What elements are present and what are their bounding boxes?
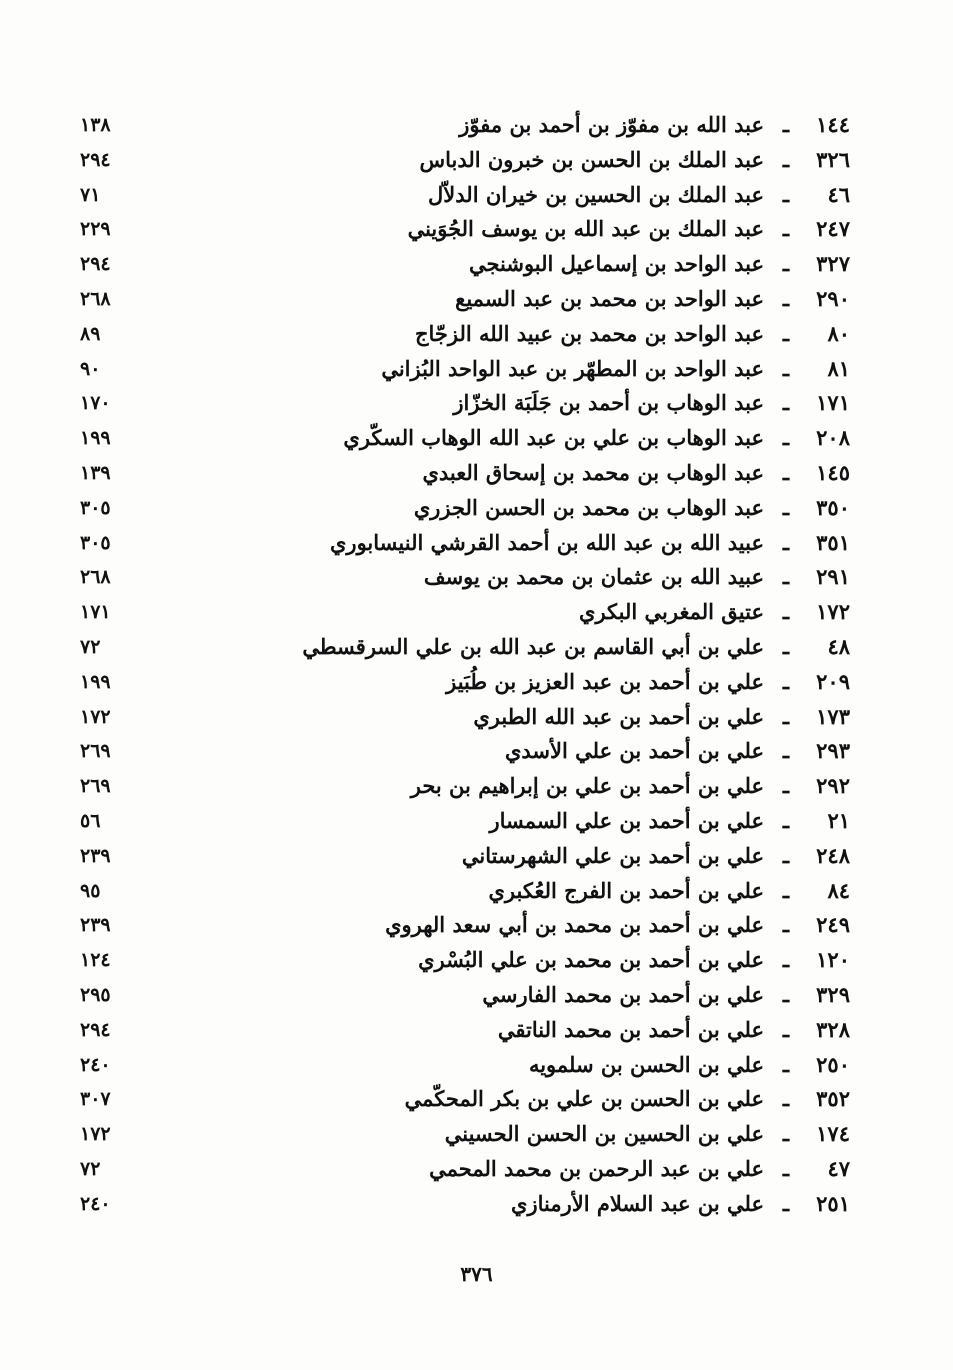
entry-separator: ـ: [782, 529, 790, 555]
entry-name: عتيق المغربي البكري: [579, 599, 764, 625]
entry-name: عبد الوهاب بن محمد بن الحسن الجزري: [413, 494, 764, 520]
entry-number: ٢٩٣: [816, 738, 850, 764]
entry-page-ref: ٢٣٩: [80, 914, 111, 937]
index-entry: [80, 178, 850, 213]
entry-page-ref: ٢٦٨: [80, 566, 111, 589]
index-entry: [80, 108, 850, 143]
entry-separator: ـ: [782, 981, 790, 1007]
entry-number: ٢٩١: [816, 564, 850, 590]
entry-name: علي بن عبد الرحمن بن محمد المحمي: [429, 1155, 764, 1181]
index-entry: [80, 1117, 850, 1152]
index-entry: [80, 1048, 850, 1083]
entry-page-ref: ٧١: [80, 183, 101, 206]
entry-name: علي بن الحسين بن الحسن الحسيني: [444, 1121, 764, 1147]
index-entry: [80, 804, 850, 839]
entry-number: ١٧٢: [816, 599, 850, 625]
index-entry: [80, 282, 850, 317]
index-entry: [80, 839, 850, 874]
index-entry: [80, 386, 850, 421]
page-number: ٣٧٦: [460, 1262, 493, 1286]
entry-name: علي بن أحمد بن محمد الفارسي: [482, 981, 764, 1007]
entry-separator: ـ: [782, 1121, 790, 1147]
entry-name: علي بن أحمد بن محمد الناتقي: [497, 1016, 764, 1042]
entry-name: عبيد الله بن عبد الله بن أحمد القرشي النيسابوري: [330, 529, 764, 555]
entry-separator: ـ: [782, 703, 790, 729]
entry-separator: ـ: [782, 494, 790, 520]
index-entry: [80, 1187, 850, 1222]
entry-page-ref: ٣٠٧: [80, 1088, 111, 1111]
entry-number: ١٧٣: [816, 703, 850, 729]
index-entry: [80, 1152, 850, 1187]
entry-separator: ـ: [782, 912, 790, 938]
entry-number: ٨٠: [827, 320, 850, 346]
entry-page-ref: ٢٢٩: [80, 218, 111, 241]
entry-number: ١٧١: [816, 390, 850, 416]
index-entry: [80, 247, 850, 282]
entry-number: ٨٤: [827, 877, 850, 903]
entry-name: عبيد الله بن عثمان بن محمد بن يوسف: [423, 564, 764, 590]
entry-number: ٢٩٠: [816, 285, 850, 311]
entry-number: ٢٥٠: [816, 1051, 850, 1077]
index-entry: [80, 526, 850, 561]
entry-page-ref: ١٧٠: [80, 392, 111, 415]
entry-page-ref: ١٩٩: [80, 427, 111, 450]
entry-name: عبد الملك بن الحسن بن خبرون الدباس: [419, 146, 764, 172]
entry-name: علي بن أحمد بن عبد الله الطبري: [473, 703, 764, 729]
index-entry: [80, 943, 850, 978]
entry-separator: ـ: [782, 1016, 790, 1042]
entry-name: عبد الواحد بن إسماعيل البوشنجي: [468, 251, 764, 277]
entry-number: ١٧٤: [816, 1121, 850, 1147]
index-entry: [80, 560, 850, 595]
entry-page-ref: ٢٩٤: [80, 253, 111, 276]
index-entry: [80, 874, 850, 909]
entry-name: علي بن عبد السلام الأرمنازي: [511, 1190, 764, 1216]
index-entry: [80, 630, 850, 665]
entry-page-ref: ٨٩: [80, 322, 101, 345]
entry-number: ١٤٥: [816, 459, 850, 485]
entry-separator: ـ: [782, 1155, 790, 1181]
entry-page-ref: ٥٦: [80, 809, 101, 832]
entry-separator: ـ: [782, 320, 790, 346]
entry-page-ref: ٩٥: [80, 879, 101, 902]
entry-page-ref: ١٢٤: [80, 949, 111, 972]
entry-name: علي بن أحمد بن علي الشهرستاني: [461, 842, 764, 868]
entry-separator: ـ: [782, 112, 790, 137]
index-entry: [80, 665, 850, 700]
index-entry: [80, 491, 850, 526]
entry-separator: ـ: [782, 459, 790, 485]
entry-name: علي بن أحمد بن محمد بن أبي سعد الهروي: [385, 912, 764, 938]
entry-separator: ـ: [782, 599, 790, 625]
entry-page-ref: ٢٦٩: [80, 775, 111, 798]
index-entry: [80, 908, 850, 943]
entry-name: عبد الله بن مفوّز بن أحمد بن مفوّز: [459, 112, 764, 137]
entry-separator: ـ: [782, 181, 790, 207]
entry-number: ٣٢٧: [816, 251, 850, 277]
entry-page-ref: ١٣٩: [80, 461, 111, 484]
entry-number: ٢٠٩: [816, 668, 850, 694]
entry-separator: ـ: [782, 877, 790, 903]
entry-number: ٤٨: [827, 633, 850, 659]
entry-separator: ـ: [782, 355, 790, 381]
entry-name: علي بن الحسن بن علي بن بكر المحكّمي: [404, 1086, 764, 1112]
index-entry: [80, 1082, 850, 1117]
entry-number: ٢٤٧: [816, 216, 850, 242]
entry-separator: ـ: [782, 1190, 790, 1216]
entry-page-ref: ٢٤٠: [80, 1192, 111, 1215]
entry-page-ref: ١٧٢: [80, 705, 111, 728]
entry-separator: ـ: [782, 668, 790, 694]
entry-name: علي بن أحمد بن علي السمسار: [489, 807, 764, 833]
entry-name: علي بن أحمد بن علي بن إبراهيم بن بحر: [410, 773, 764, 799]
entry-separator: ـ: [782, 633, 790, 659]
entry-name: علي بن أبي القاسم بن عبد الله بن علي السرقسطي: [302, 633, 764, 659]
entry-page-ref: ٧٢: [80, 635, 101, 658]
entry-name: علي بن الحسن بن سلمويه: [528, 1051, 764, 1077]
entry-name: علي بن أحمد بن علي الأسدي: [504, 738, 764, 764]
entry-number: ٣٥٢: [816, 1086, 850, 1112]
index-entry: [80, 421, 850, 456]
index-entry: [80, 769, 850, 804]
entry-page-ref: ٢٦٨: [80, 287, 111, 310]
entry-name: عبد الملك بن الحسين بن خيران الدلاّل: [428, 181, 764, 207]
entry-separator: ـ: [782, 807, 790, 833]
entry-page-ref: ٢٤٠: [80, 1053, 111, 1076]
entry-page-ref: ٩٠: [80, 357, 101, 380]
entry-separator: ـ: [782, 425, 790, 451]
index-entry: [80, 456, 850, 491]
entry-separator: ـ: [782, 773, 790, 799]
entry-page-ref: ٧٢: [80, 1157, 101, 1180]
index-entry: [80, 1013, 850, 1048]
entry-name: علي بن أحمد بن محمد بن علي البُسْري: [418, 947, 764, 973]
entry-page-ref: ٢٦٩: [80, 740, 111, 763]
entry-separator: ـ: [782, 146, 790, 172]
entry-separator: ـ: [782, 738, 790, 764]
entry-page-ref: ١٧١: [80, 601, 111, 624]
index-entry: [80, 212, 850, 247]
entry-page-ref: ١٧٢: [80, 1123, 111, 1146]
entry-number: ٤٧: [827, 1155, 850, 1181]
entry-number: ٢٤٩: [816, 912, 850, 938]
entry-separator: ـ: [782, 285, 790, 311]
entry-separator: ـ: [782, 842, 790, 868]
entry-name: عبد الواحد بن المطهّر بن عبد الواحد البُزاني: [381, 355, 764, 381]
entry-name: عبد الوهاب بن محمد بن إسحاق العبدي: [422, 459, 764, 485]
entry-separator: ـ: [782, 251, 790, 277]
entry-page-ref: ٢٩٤: [80, 148, 111, 171]
entry-name: عبد الوهاب بن أحمد بن جَلَبَة الخزّاز: [453, 390, 764, 416]
entry-page-ref: ١٣٨: [80, 114, 111, 136]
entry-page-ref: ٢٩٤: [80, 1018, 111, 1041]
index-entry: [80, 700, 850, 735]
entry-name: علي بن أحمد بن الفرج العُكبري: [488, 877, 764, 903]
entry-name: عبد الملك بن عبد الله بن يوسف الجُوَيني: [407, 216, 764, 242]
entry-name: علي بن أحمد بن عبد العزيز بن طُبَيز: [446, 668, 764, 694]
entry-number: ٢٥١: [816, 1190, 850, 1216]
entry-separator: ـ: [782, 1086, 790, 1112]
entry-page-ref: ٢٩٥: [80, 983, 111, 1006]
index-entry: [80, 143, 850, 178]
entry-number: ٣٢٦: [816, 146, 850, 172]
entry-number: ١٤٤: [816, 112, 850, 137]
entry-page-ref: ٣٠٥: [80, 496, 111, 519]
entry-number: ٢٠٨: [816, 425, 850, 451]
entry-name: عبد الواحد بن محمد بن عبيد الله الزجّاج: [414, 320, 764, 346]
entry-separator: ـ: [782, 947, 790, 973]
entry-number: ١٢٠: [816, 947, 850, 973]
entry-number: ٣٥١: [816, 529, 850, 555]
index-entry: [80, 734, 850, 769]
entry-separator: ـ: [782, 216, 790, 242]
entry-number: ٤٦: [827, 181, 850, 207]
entry-separator: ـ: [782, 1051, 790, 1077]
entry-number: ٢١: [827, 807, 850, 833]
entry-number: ٣٢٨: [816, 1016, 850, 1042]
entry-page-ref: ٣٠٥: [80, 531, 111, 554]
entry-name: عبد الوهاب بن علي بن عبد الله الوهاب السكّري: [343, 425, 764, 451]
entry-number: ٣٥٠: [816, 494, 850, 520]
entry-separator: ـ: [782, 390, 790, 416]
index-entry: [80, 317, 850, 352]
index-entry: [80, 352, 850, 387]
index-entry: [80, 978, 850, 1013]
entry-page-ref: ١٩٩: [80, 670, 111, 693]
entry-number: ٢٩٢: [816, 773, 850, 799]
entry-separator: ـ: [782, 564, 790, 590]
entry-number: ٣٢٩: [816, 981, 850, 1007]
entry-page-ref: ٢٣٩: [80, 844, 111, 867]
entry-number: ٢٤٨: [816, 842, 850, 868]
entry-name: عبد الواحد بن محمد بن عبد السميع: [455, 285, 764, 311]
index-list: [80, 108, 850, 1222]
index-entry: [80, 595, 850, 630]
entry-number: ٨١: [827, 355, 850, 381]
